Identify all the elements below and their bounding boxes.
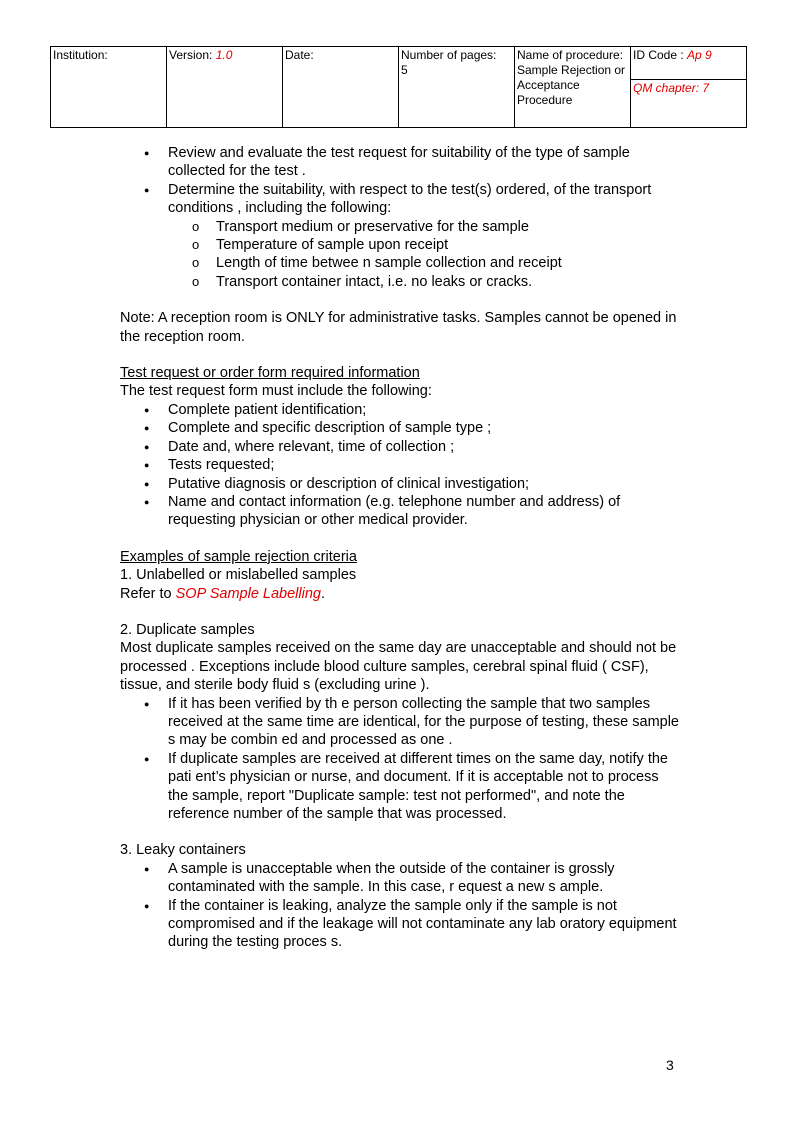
list-item: ● Date and, where relevant, time of collection ; — [120, 438, 680, 456]
document-body — [120, 144, 680, 952]
version-value: 1.0 — [215, 48, 233, 62]
list-item: o Transport medium or preservative for the sample — [168, 218, 680, 236]
criterion-3-list — [120, 860, 680, 952]
list-item: ● Review and evaluate the test request for suitability of the type of sample collected for the test . — [120, 144, 680, 181]
list-item: ● Complete patient identification; — [120, 401, 680, 419]
criterion-2-list — [120, 695, 680, 824]
test-request-intro: The test request form must include the following: — [120, 383, 432, 400]
id-code-label: ID Code : — [633, 48, 684, 62]
version-label: Version: — [169, 48, 213, 62]
list-item: o Temperature of sample upon receipt — [168, 236, 680, 254]
id-code-value: Ap 9 — [687, 48, 712, 62]
procedure-name: Sample Rejection or Acceptance Procedure — [517, 63, 626, 107]
list-item: o Length of time betwee n sample collection and receipt — [168, 254, 680, 272]
procedure-label: Name of procedure: — [517, 48, 624, 62]
criterion-1-title: 1. Unlabelled or mislabelled samples — [120, 567, 357, 584]
id-code-cell — [631, 47, 747, 80]
refer-suffix: . — [320, 585, 326, 602]
page-number: 3 — [666, 1057, 674, 1073]
list-item: o Transport container intact, i.e. no leaks or cracks. — [168, 273, 680, 291]
list-item: ● Name and contact information (e.g. telephone number and address) of requesting physician or other medical provider. — [120, 493, 680, 530]
header-table — [50, 46, 747, 128]
reception-note: Note: A reception room is ONLY for administrative tasks. Samples cannot be opened in the reception room. — [120, 310, 677, 345]
pages-cell — [399, 47, 515, 128]
institution-label: Institution: — [53, 48, 108, 62]
date-cell — [283, 47, 399, 128]
institution-cell — [51, 47, 167, 128]
version-cell — [167, 47, 283, 128]
pages-label: Number of pages: — [401, 48, 497, 62]
procedure-cell — [515, 47, 631, 128]
top-bullet-list — [120, 144, 680, 291]
criterion-2-text: Most duplicate samples received on the same day are unacceptable and should not be processed . Exceptions include blood culture samples, cerebral spinal fluid ( CSF), tissue, and sterile body fluid s (excluding urine ). — [120, 640, 677, 694]
list-item: ● A sample is unacceptable when the outside of the container is grossly contaminated with the sample. In this case, r equest a new s ample. — [120, 860, 680, 897]
list-item: ● Tests requested; — [120, 456, 680, 474]
criterion-2-title: 2. Duplicate samples — [120, 621, 255, 638]
list-item — [120, 181, 680, 291]
refer-prefix: Refer to — [120, 585, 172, 602]
list-item-text: Determine the suitability, with respect to the test(s) ordered, of the transport conditions , including the following: — [168, 181, 652, 217]
qm-chapter-cell — [631, 80, 747, 128]
list-item: ● If duplicate samples are received at different times on the same day, notify the pati ent’s physician or nurse, and document. If it is acceptable not to process the sample, report "Duplicate sample: test not performed", and note the reference number of the sample that was processed. — [120, 750, 680, 824]
sop-labelling-link[interactable]: SOP Sample Labelling — [175, 585, 321, 602]
list-item: ● If the container is leaking, analyze the sample only if the sample is not compromised and if the leakage will not contaminate any lab oratory equipment during the testing proces s. — [120, 897, 680, 952]
list-item: ● Putative diagnosis or description of clinical investigation; — [120, 475, 680, 493]
criterion-1-reference — [120, 585, 680, 603]
transport-sublist — [168, 218, 680, 292]
list-item: ● If it has been verified by th e person collecting the sample that two samples received at the same time are identical, for the purpose of testing, these sample s may be combin ed and processed as one . — [120, 695, 680, 750]
test-request-heading: Test request or order form required information — [120, 365, 420, 382]
list-item: ● Complete and specific description of sample type ; — [120, 419, 680, 437]
date-label: Date: — [285, 48, 314, 62]
pages-value: 5 — [401, 63, 408, 77]
rejection-heading: Examples of sample rejection criteria — [120, 548, 357, 565]
test-request-list — [120, 401, 680, 530]
criterion-3-title: 3. Leaky containers — [120, 842, 246, 859]
qm-chapter: QM chapter: 7 — [633, 81, 710, 95]
